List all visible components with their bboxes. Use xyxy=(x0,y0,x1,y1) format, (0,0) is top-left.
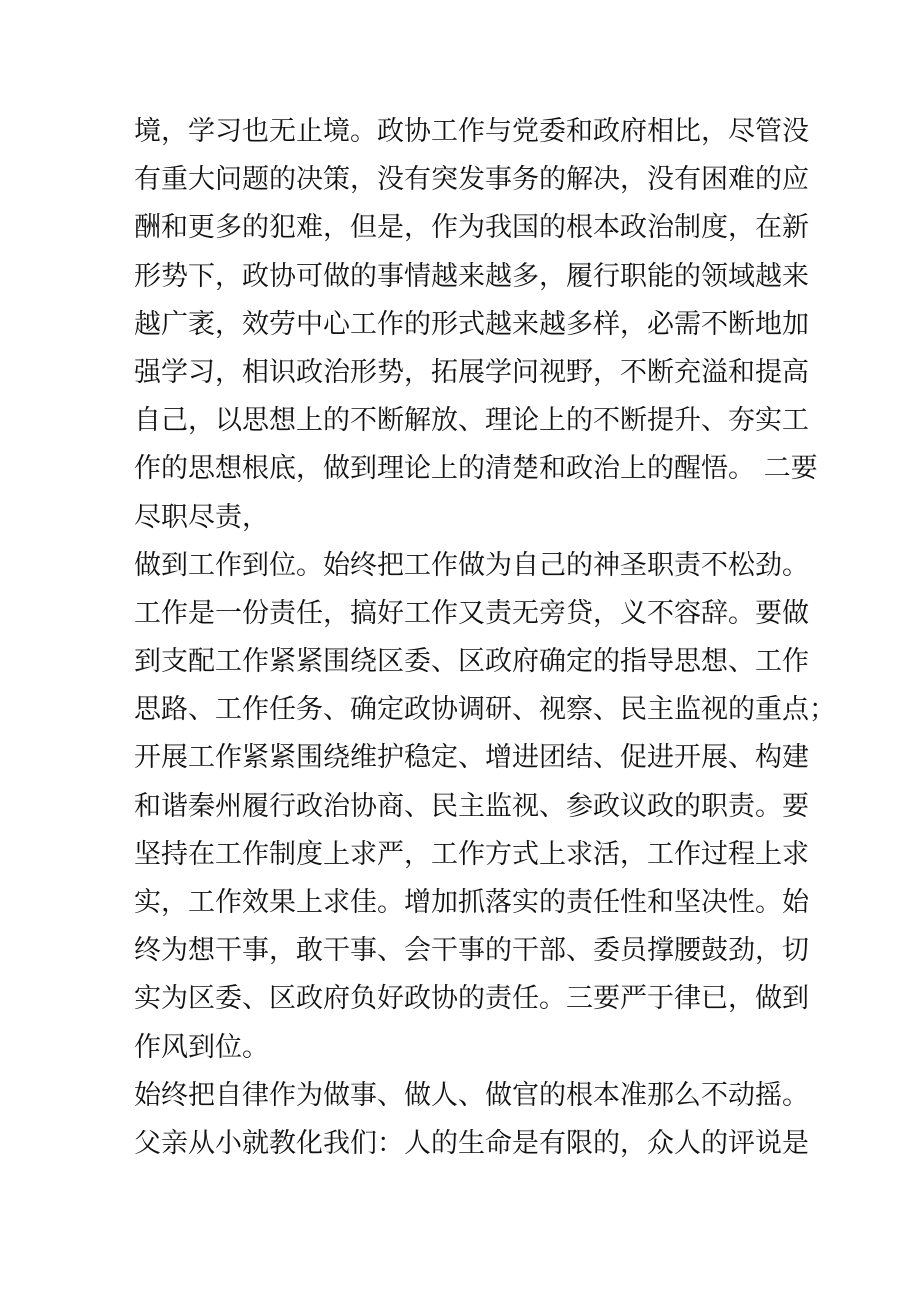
text-line: 作风到位。 xyxy=(134,1031,269,1063)
text-line: 尽职尽责， xyxy=(134,501,269,533)
text-line: 作的思想根底，做到理论上的清楚和政治上的醒悟。 二要 xyxy=(134,453,818,485)
text-line: 开展工作紧紧围绕维护稳定、增进团结、促进开展、构建 xyxy=(134,742,809,774)
text-line: 酬和更多的犯难，但是，作为我国的根本政治制度，在新 xyxy=(134,212,809,244)
text-line: 有重大问题的决策，没有突发事务的解决，没有困难的应 xyxy=(134,164,809,196)
document-body-text xyxy=(134,108,836,1168)
text-line: 工作是一份责任，搞好工作又责无旁贷，义不容辞。要做 xyxy=(134,597,809,629)
text-line: 强学习，相识政治形势，拓展学问视野，不断充溢和提高 xyxy=(134,356,809,388)
text-line: 形势下，政协可做的事情越来越多，履行职能的领域越来 xyxy=(134,260,809,292)
text-line: 父亲从小就教化我们：人的生命是有限的，众人的评说是 xyxy=(134,1127,809,1159)
text-line: 越广袤，效劳中心工作的形式越来越多样，必需不断地加 xyxy=(134,308,809,340)
text-line: 境，学习也无止境。政协工作与党委和政府相比，尽管没 xyxy=(134,116,809,147)
text-line: 实为区委、区政府负好政协的责任。三要严于律已，做到 xyxy=(134,983,809,1015)
text-line: 坚持在工作制度上求严，工作方式上求活，工作过程上求 xyxy=(134,838,809,870)
text-line: 实，工作效果上求佳。增加抓落实的责任性和坚决性。始 xyxy=(134,887,809,918)
text-line: 做到工作到位。始终把工作做为自己的神圣职责不松劲。 xyxy=(134,549,809,581)
text-line: 思路、工作任务、确定政协调研、视察、民主监视的重点； xyxy=(134,694,836,726)
text-line: 终为想干事，敢干事、会干事的干部、委员撑腰鼓劲，切 xyxy=(134,935,809,967)
text-line: 始终把自律作为做事、做人、做官的根本准那么不动摇。 xyxy=(134,1079,809,1111)
text-line: 到支配工作紧紧围绕区委、区政府确定的指导思想、工作 xyxy=(134,646,809,678)
text-line: 自己，以思想上的不断解放、理论上的不断提升、夯实工 xyxy=(134,405,809,437)
text-line: 和谐秦州履行政治协商、民主监视、参政议政的职责。要 xyxy=(134,790,809,822)
